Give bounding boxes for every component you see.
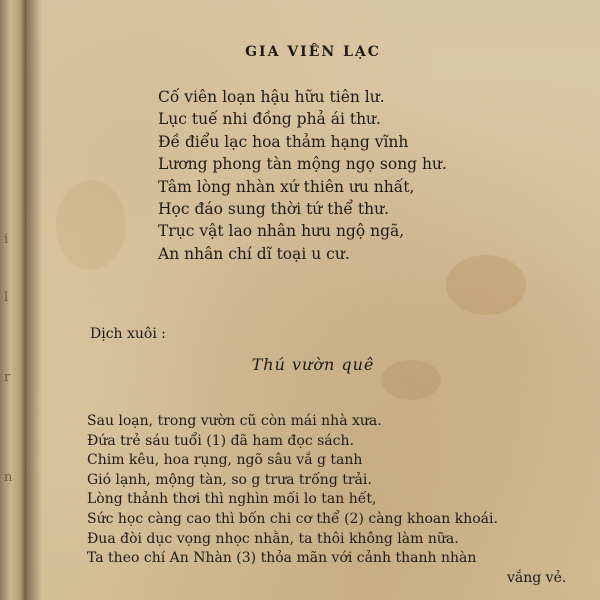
prose-line: Đứa trẻ sáu tuổi (1) đã ham đọc sách. [87, 432, 354, 449]
prose-translation [87, 412, 566, 588]
prose-line: Chim kêu, hoa rụng, ngõ sâu vắ g tanh [87, 452, 363, 469]
prev-page-fragment: n [4, 470, 13, 485]
prose-line-continuation: vắng vẻ. [507, 569, 567, 586]
poem-line: Trục vật lao nhân hưu ngộ ngã, [158, 222, 405, 241]
translation-label: Dịch xuôi : [90, 326, 166, 342]
poem-line: Tâm lòng nhàn xứ thiên ưu nhất, [158, 177, 415, 196]
paper-stain [446, 255, 526, 315]
prev-page-fragment: i [4, 232, 9, 247]
poem-line: Đề điểu lạc hoa thảm hạng vĩnh [158, 132, 409, 151]
prose-line: Sức học càng cao thì bốn chi cơ thể (2) càng khoan khoái. [87, 510, 498, 527]
prose-line: Sau loạn, trong vườn cũ còn mái nhà xưa. [87, 413, 382, 429]
book-page [26, 0, 600, 600]
poem-line: Lục tuế nhi đồng phả ái thư. [158, 110, 381, 129]
prev-page-fragment: r [4, 370, 11, 385]
translation-title: Thú vườn quê [251, 355, 375, 374]
previous-page-edge [0, 0, 26, 600]
gutter-shadow [26, 0, 42, 600]
paper-stain [56, 180, 126, 270]
poem-line: Học đáo sung thời tứ thể thư. [158, 200, 390, 219]
prose-line: Ta theo chí An Nhàn (3) thỏa mãn với cảnh thanh nhàn [87, 550, 477, 567]
poem-line: An nhân chí dĩ toại u cư. [158, 244, 350, 263]
prose-line: Đua đòi dục vọng nhọc nhằn, ta thôi không làm nữa. [87, 530, 459, 547]
poem-title: GIA VIÊN LẠC [245, 44, 381, 60]
prose-line: Lòng thảnh thơi thì nghìn mối lo tan hết, [87, 491, 377, 508]
poem [158, 86, 447, 265]
prose-line: Gió lạnh, mộng tàn, so g trưa trống trải. [87, 471, 372, 488]
poem-line: Lương phong tàn mộng ngọ song hư. [158, 155, 447, 174]
poem-line: Cố viên loạn hậu hữu tiên lư. [158, 88, 385, 106]
prev-page-fragment: l [4, 290, 9, 305]
